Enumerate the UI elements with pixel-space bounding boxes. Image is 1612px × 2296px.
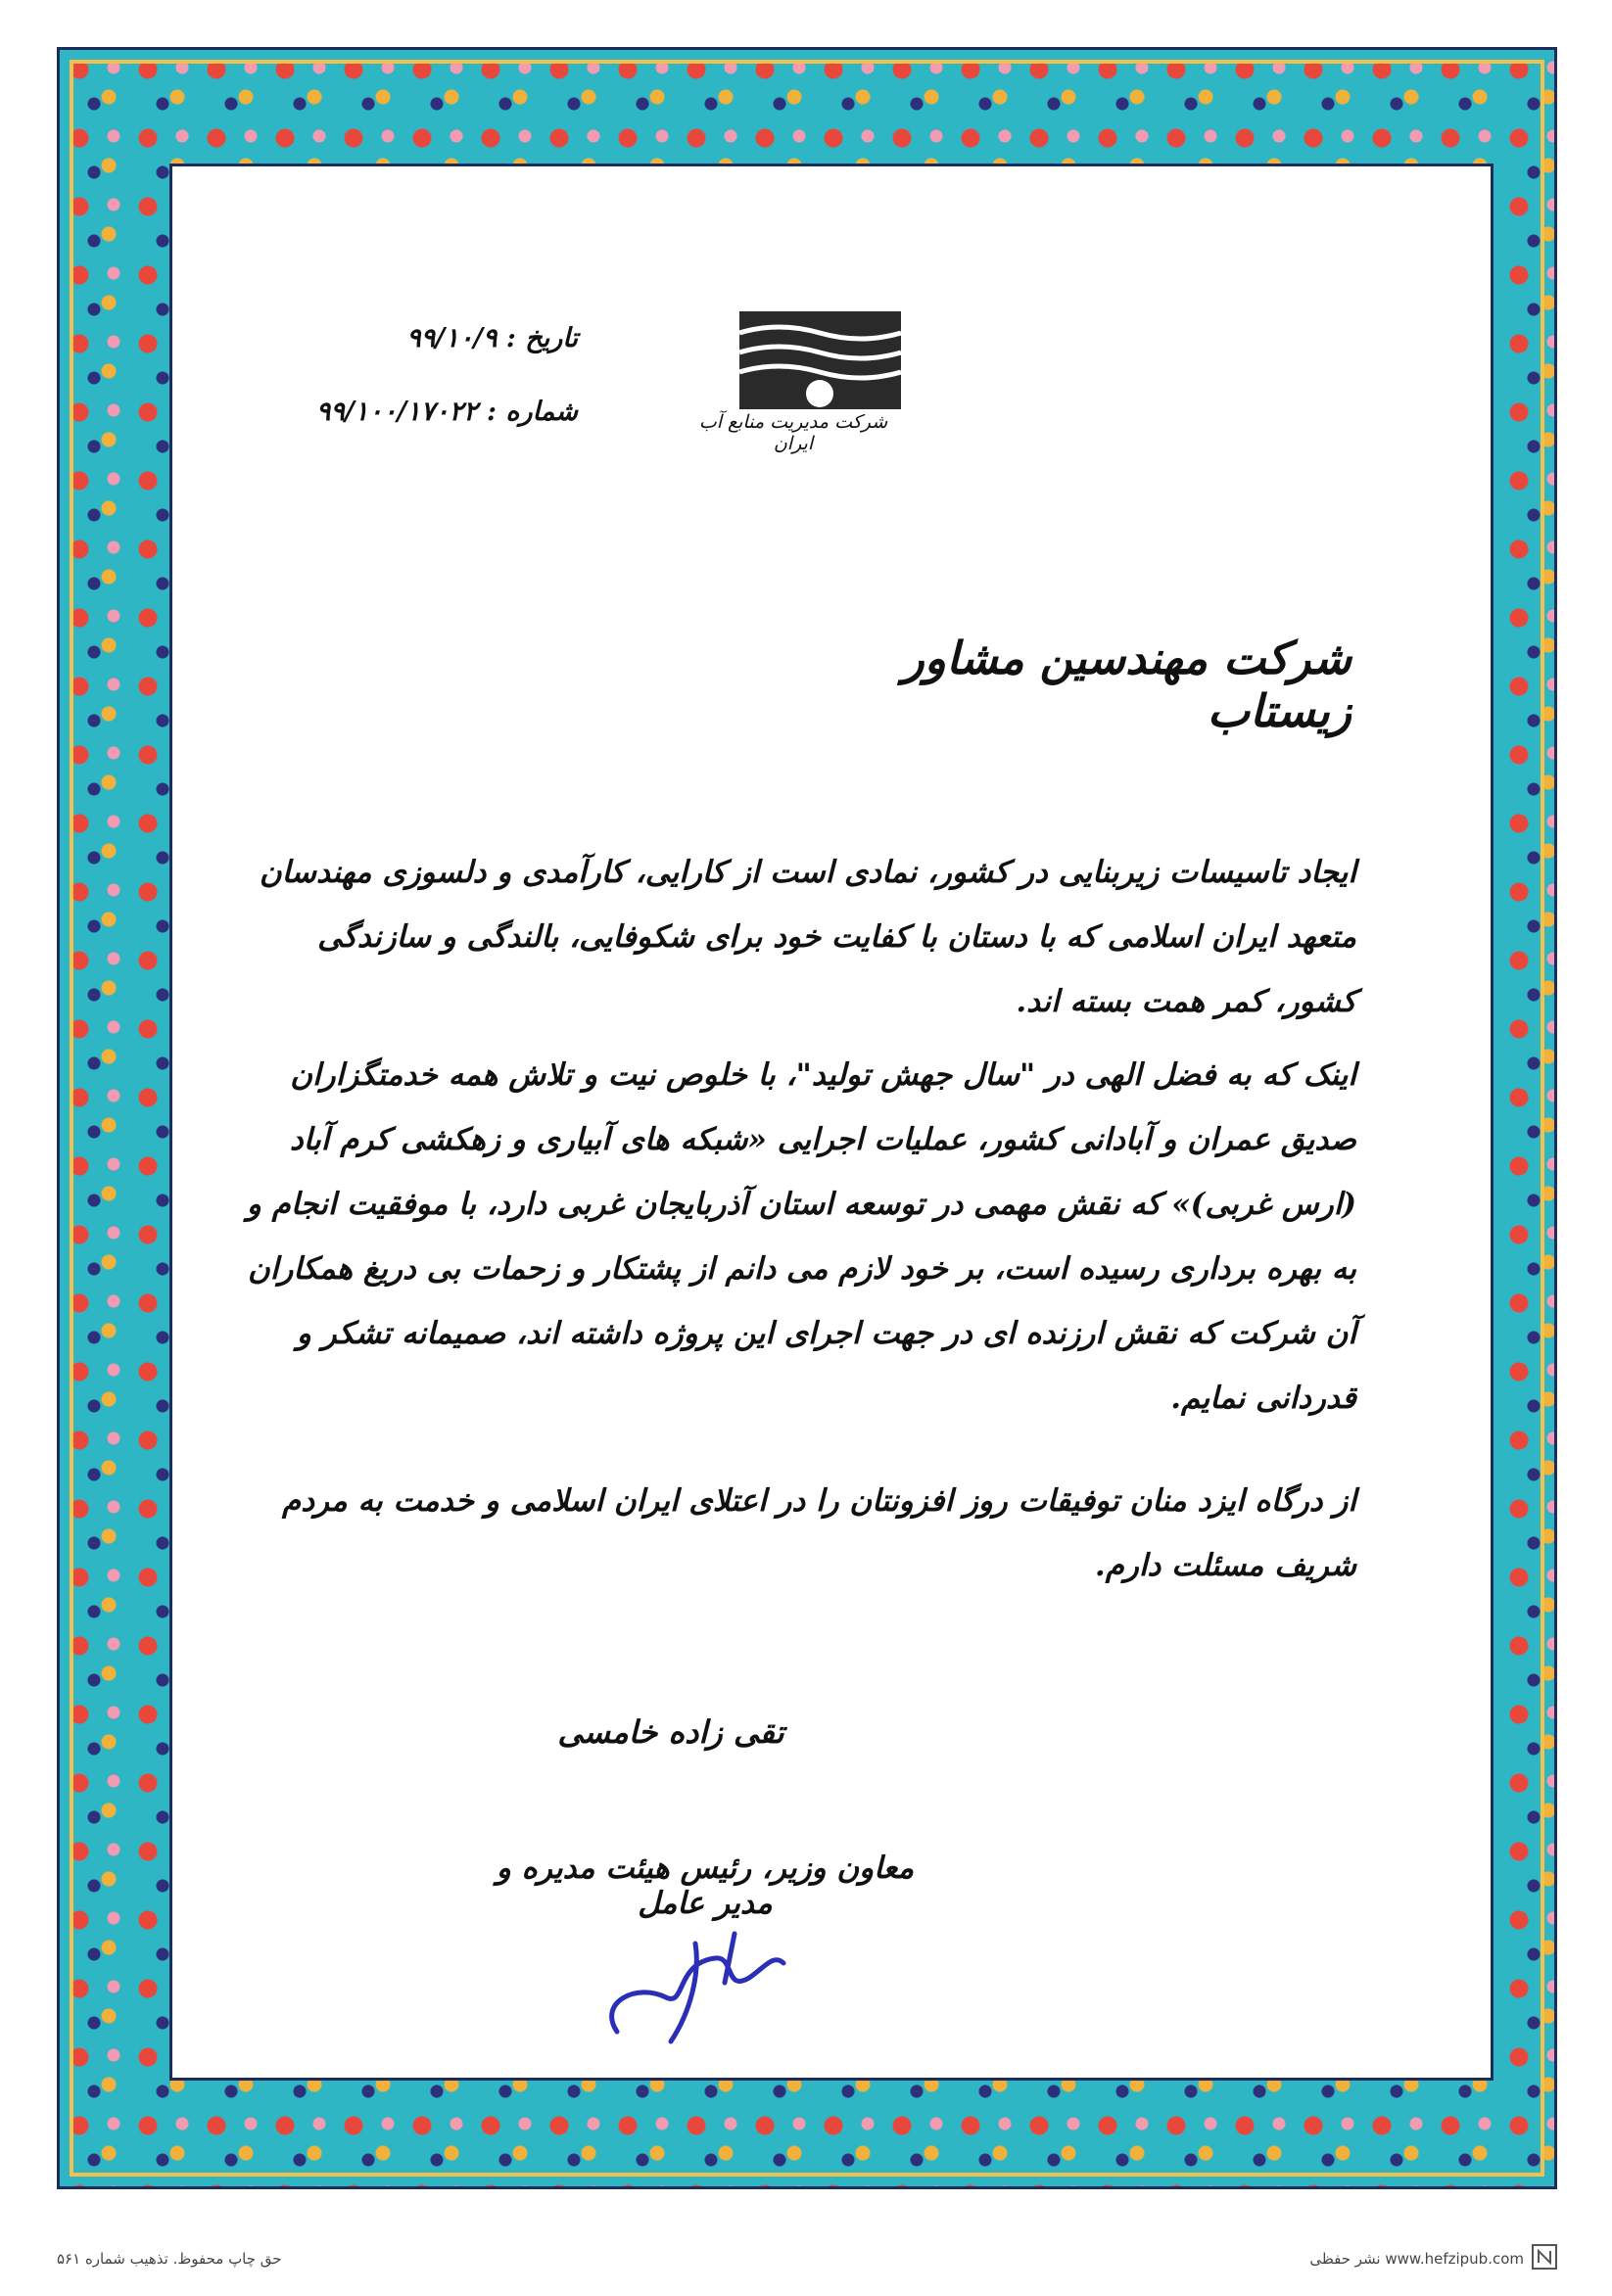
letter-number: شماره : ۹۹/۱۰۰/۱۷۰۲۲ xyxy=(315,397,578,427)
letter-date: تاریخ : ۹۹/۱۰/۹ xyxy=(406,323,578,353)
body-paragraph-3: از درگاه ایزد منان توفیقات روز افزونتان را در اعتلای ایران اسلامی و خدمت به مردم شریف مسئلت دارم. xyxy=(282,1483,1356,1583)
signer-title: معاون وزیر، رئیس هیئت مدیره و مدیر عامل xyxy=(496,1851,915,1921)
logo-caption: شرکت مدیریت منابع آب ایران xyxy=(698,411,888,454)
footer-publisher: www.hefzipub.com نشر حفظی xyxy=(1309,2250,1524,2268)
signer-name: تقی زاده خامسی xyxy=(557,1713,784,1751)
body-paragraph-2: اینک که به فضل الهی در "سال جهش تولید"، با خلوص نیت و تلاش همه خدمتگزاران صدیق عمران و آبادانی کشور، عملیات اجرایی «شبکه های آبیاری و زهکشی کرم آباد (ارس غربی)» که نقش مهمی در توسعه استان آذربایجان غربی دارد، با موفقیت انجام و به بهره برداری رسیده است، بر خود لازم می دانم از پشتکار و زحمات بی دریغ همکاران آن شرکت که نقش ارزنده ای در جهت اجرای این پروژه داشته اند، صمیمانه تشکر و قدردانی نمایم. xyxy=(246,1057,1356,1416)
publisher-logo-icon xyxy=(1532,2244,1557,2270)
addressee-heading: شرکت مهندسین مشاور زیستاب xyxy=(902,632,1351,737)
footer-copyright: حق چاپ محفوظ. تذهیب شماره ۵۶۱ xyxy=(57,2250,282,2268)
handwritten-signature xyxy=(578,1924,803,2056)
body-paragraph-1: ایجاد تاسیسات زیربنایی در کشور، نمادی است از کارایی، کارآمدی و دلسوزی مهندسان متعهد ایران اسلامی که با دستان با کفایت خود برای شکوفایی، بالندگی و سازندگی کشور، کمر همت بسته اند. xyxy=(259,855,1356,1019)
